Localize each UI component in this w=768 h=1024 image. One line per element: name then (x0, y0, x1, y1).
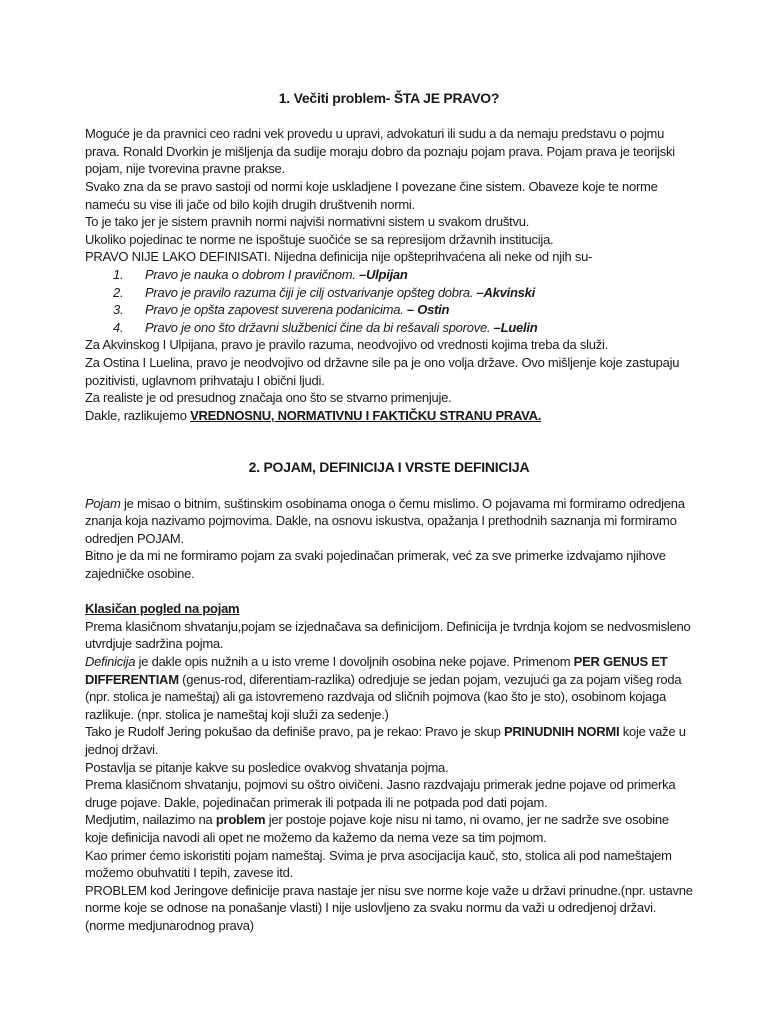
list-item-number: 1. (113, 266, 124, 282)
paragraph-jering (85, 723, 693, 758)
text-segment: je misao o bitnim, suštinskim osobinama onoga o čemu mislimo. O pojavama mi formiramo odredjena znanja koja nazivamo pojmovima. Dakle, na osnovu iskustva, opažanja I prethodnih saznanja mi formiramo odredjen POJAM. (85, 495, 685, 546)
paragraph-classic-view (85, 618, 693, 653)
section1-title (85, 90, 693, 108)
paragraph-jering-problem (85, 882, 693, 935)
paragraph-furniture-example (85, 847, 693, 882)
text-segment: Za Ostina I Luelina, pravo je neodvojivo od državne sile pa je ono volja države. Ovo mišljenje koje zastupaju pozitivisti, uglavnom prihvataju I obični ljudi. (85, 354, 680, 388)
paragraph-consequences-question (85, 759, 693, 777)
list-item (85, 301, 693, 319)
list-item-number: 2. (113, 284, 124, 300)
paragraph-not-easy-to-define (85, 248, 693, 266)
text-segment: Dakle, razlikujemo (85, 407, 191, 423)
paragraph-norms-system (85, 178, 693, 213)
text-segment: PER GENUS ET DIFFERENTIAM (85, 654, 668, 687)
classic-view-subheading (85, 600, 693, 618)
text-segment: koje važe u jednoj državi. (85, 724, 686, 757)
text-segment: Kao primer ćemo iskoristiti pojam nameštaj. Svima je prva asocijacija kauč, sto, stolica ali pod nameštajem možemo obuhvatiti I tepih, zavese itd. (85, 847, 672, 881)
text-segment: Medjutim, nailazimo na (85, 812, 216, 828)
text-segment: PRAVO NIJE LAKO DEFINISATI. Nijedna definicija nije opšteprihvaćena ali neke od njih su- (85, 249, 593, 265)
list-item-text (145, 284, 693, 302)
text-segment: 1. Večiti problem- ŠTA JE PRAVO? (278, 90, 500, 106)
paragraph-repression (85, 231, 693, 249)
text-segment: Tako je Rudolf Jering pokušao da definiše pravo, pa je rekao: Pravo je skup (85, 724, 504, 740)
text-segment: To je tako jer je sistem pravnih normi najviši normativni sistem u svakom društvu. (85, 214, 530, 230)
text-segment: jer postoje pojave koje nisu ni tamo, ni ovamo, jer ne sadrže sve osobine koje definicija navodi ali opet ne možemo da kažemo da nema veze sa tim pojmom. (85, 812, 669, 845)
section2-title (85, 459, 693, 477)
text-segment: Prema klasičnom shvatanju, pojmovi su oštro oivičeni. Jasno razdvajaju primerak jedne pojave od primerka druge pojave. Dakle, pojedinačan primerak ili potpada ili ne potpada pod dati pojam. (85, 777, 676, 810)
list-item-text (145, 301, 693, 319)
text-segment: Pravo je nauka o dobrom I pravičnom. (145, 266, 360, 282)
text-segment: problem (215, 812, 266, 828)
text-segment: Bitno je da mi ne formiramo pojam za svaki pojedinačan primerak, već za sve primerke izdvajamo njihove zajedničke osobine. (85, 548, 666, 582)
text-segment: PRINUDNIH NORMI (503, 724, 620, 740)
text-segment: PROBLEM kod Jeringove definicije prava nastaje jer nisu sve norme koje važe u državi prinudne.(npr. ustavne norme koje se odnose na ponašanje vlasti) I nije uslovljeno za svaku normu da važi u odredjenoj državi. (norme medjunarodnog prava) (85, 882, 693, 933)
text-segment: Ukoliko pojedinac te norme ne ispoštuje suočiće se sa represijom državnih institucija. (85, 231, 554, 247)
list-item-text (145, 319, 693, 337)
list-item-text (145, 266, 693, 284)
text-segment: –Ulpijan (359, 266, 408, 282)
text-segment: –Akvinski (476, 284, 535, 300)
paragraph-realists (85, 389, 693, 407)
text-segment: Pojam (85, 495, 121, 511)
text-segment: Moguće je da pravnici ceo radni vek provedu u upravi, advokaturi ili sudu a da nemaju predstavu o pojmu prava. Ronald Dvorkin je mišljenja da sudije moraju dobro da poznaju pojam prava. Pojam prava je teorijski pojam, nije tvorevina pravne prakse. (85, 126, 675, 177)
text-segment: VREDNOSNU, NORMATIVNU I FAKTIČKU STRANU PRAVA. (190, 407, 542, 423)
paragraph-per-genus (85, 653, 693, 723)
text-segment: je dakle opis nužnih a u isto vreme I dovoljnih osobina neke pojave. Primenom (135, 654, 574, 669)
definitions-list (85, 266, 693, 336)
text-segment: Postavlja se pitanje kakve su posledice ovakvog shvatanja pojma. (85, 759, 449, 775)
paragraph-sharp-edges (85, 776, 693, 811)
text-segment: – Ostin (406, 302, 450, 318)
list-item (85, 319, 693, 337)
document-content (85, 90, 693, 935)
paragraph-three-sides (85, 407, 693, 425)
text-segment: Prema klasičnom shvatanju,pojam se izjednačava sa definicijom. Definicija je tvrdnja kojom se nedvosmisleno utvrdjuje sadržina pojma. (85, 618, 691, 652)
list-item (85, 266, 693, 284)
list-item-number: 3. (113, 302, 124, 318)
paragraph-pojam-definition (85, 495, 693, 548)
paragraph-intro-lawyers (85, 125, 693, 178)
paragraph-akvinski-ulpijan (85, 336, 693, 354)
paragraph-common-traits (85, 547, 693, 582)
paragraph-ostin-luelin (85, 354, 693, 389)
list-item (85, 284, 693, 302)
paragraph-highest-system (85, 213, 693, 231)
paragraph-border-problem (85, 811, 693, 846)
text-segment: Za Akvinskog I Ulpijana, pravo je pravilo razuma, neodvojivo od vrednosti kojima treba da služi. (85, 337, 608, 353)
text-segment: Klasičan pogled na pojam (85, 601, 240, 617)
text-segment: –Luelin (493, 319, 538, 335)
text-segment: Pravo je opšta zapovest suverena podanicima. (145, 302, 407, 318)
text-segment: Pravo je ono što državni službenici čine da bi rešavali sporove. (145, 319, 494, 335)
text-segment: Svako zna da se pravo sastoji od normi koje uskladjene I povezane čine sistem. Obaveze koje te norme nameću su vise ili jače od bilo kojih drugih društvenih normi. (85, 178, 658, 212)
text-segment: Za realiste je od presudnog značaja ono što se stvarno primenjuje. (85, 390, 452, 406)
text-segment: Definicija (85, 654, 136, 669)
text-segment: Pravo je pravilo razuma čiji je cilj ostvarivanje opšteg dobra. (145, 284, 477, 300)
list-item-number: 4. (113, 319, 124, 335)
text-segment: 2. POJAM, DEFINICIJA I VRSTE DEFINICIJA (248, 459, 530, 476)
text-segment: (genus-rod, diferentiam-razlika) odredjuje se jedan pojam, vezujući ga za pojam višeg roda (npr. stolica je nameštaj) ali ga istovremeno razdvaja od sličnih pojmova (kao što je sto), osobinom kojaga razlikuje. (npr. stolica je nameštaj koji služi za sedenje.) (85, 671, 682, 722)
